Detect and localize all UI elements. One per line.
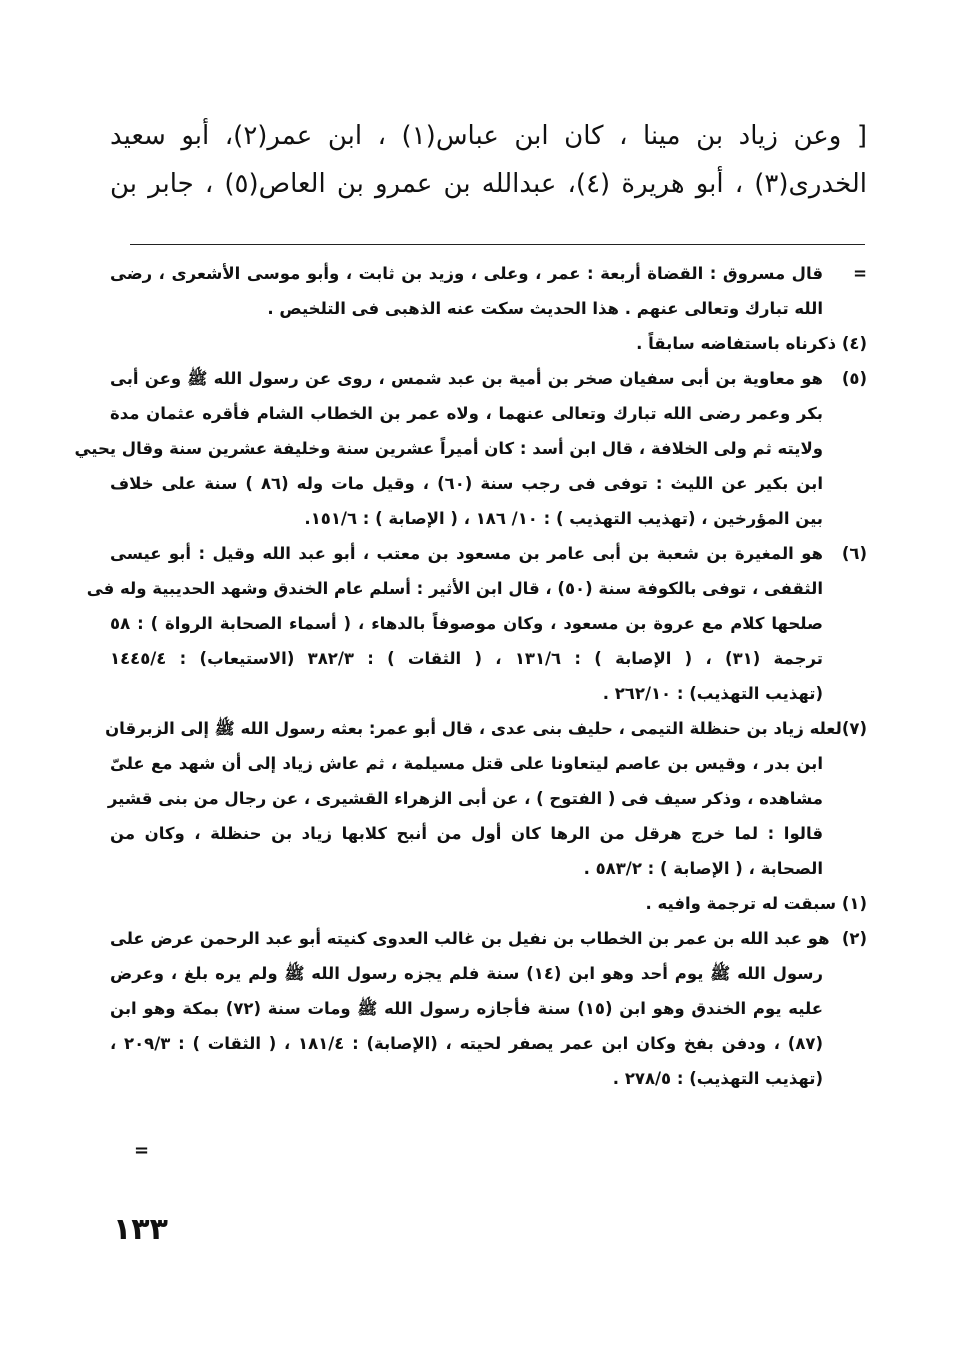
footnote-line: ابن بدر ، وقيس بن عاصم ليتعاونا على قتل مسيلمة ، ثم عاش زياد إلى أن شهد مع علىّ <box>110 754 823 773</box>
footnote-line: قالوا : لما خرج هرقل من الرها كان أول من أنبح كلابها زياد بن حنظلة ، وكان من <box>110 824 823 843</box>
footnote-4: (٤) ذكرناه باستفاضه سابقاً . <box>636 334 867 353</box>
main-text-line: الخدرى(٣) ، أبو هريرة (٤)، عبدالله بن عمرو بن العاص(٥) ، جابر بن <box>110 169 868 199</box>
footnote-marker: (٧) <box>841 719 867 738</box>
footnote-line: صلحها كلام مع عروة بن مسعود ، وكان موصوفاً بالدهاء ، ( أسماء الصحابة الرواة ) : ٥٨ <box>110 614 823 633</box>
footnote-line: (تهذيب التهذيب) : ٢٧٨/٥ . <box>612 1069 823 1088</box>
footnotes-section <box>74 256 867 1096</box>
main-text-line: [ وعن زياد بن مينا ، كان ابن عباس(١) ، ابن عمر(٢)، أبو سعيد <box>110 121 867 151</box>
footnote-line: ابن بكير عن الليث : توفى فى رجب سنة (٦٠) ، وقيل مات وله (٨٦ ) سنة على خلاف <box>110 474 824 493</box>
footnote-6: (٦) هو المغيرة بن شعبة بن أبى عامر بن مسعود بن معتب ، أبو عبد الله وقيل : أبو عيسى <box>110 536 867 571</box>
footnote-line: بين المؤرخين ، (تهذيب التهذيب ) : ١٠/ ١٨٦ ، ( الإصابة ) : ١٥١/٦. <box>304 509 823 528</box>
footnote-marker: (٥) <box>841 369 867 388</box>
footnote-line: (٨٧) ، ودفن بفخ وكان ابن عمر يصفر لحيته ، (الإصابة) : ١٨١/٤ ، ( الثقات ) : ٢٠٩/٣ ، <box>110 1034 824 1053</box>
footnote-1: (١) سبقت له ترجمة وافيه . <box>645 894 867 913</box>
continuation-marker: = <box>134 1140 150 1161</box>
footnote-marker: (٦) <box>841 544 867 563</box>
footnote-line: الثقفى ، توفى بالكوفة سنة (٥٠) ، قال ابن الأثير : أسلم عام الخندق وشهد الحديبية وله فى <box>86 579 823 598</box>
footnote-carry-line: الله تبارك وتعالى عنهم . هذا الحديث سكت عنه الذهبى فى التلخيص . <box>267 299 823 318</box>
footnote-carry-line: = قال مسروق : القضاة أربعة : عمر ، وعلى ، وزيد بن ثابت ، وأبو موسى الأشعرى ، رضى <box>110 256 867 291</box>
footnote-line: الصحابة ، ( الإصابة ) : ٥٨٣/٢ . <box>583 859 823 878</box>
main-text <box>110 112 867 208</box>
footnote-divider <box>130 244 865 245</box>
footnote-line: عليه يوم الخندق وهو ابن (١٥) سنة فأجازه رسول الله ﷺ ومات سنة (٧٢) بمكة وهو ابن <box>110 999 824 1018</box>
footnote-2: (٢) هو عبد الله بن عمر بن الخطاب بن نفيل بن غالب العدوى كنيته أبو عبد الرحمن عرض على <box>110 921 867 956</box>
footnote-7: (٧) لعله زياد بن حنظلة التيمى ، حليف بنى عدى ، قال أبو عمر: بعثه رسول الله ﷺ إلى الزبرقان <box>110 711 867 746</box>
carry-marker: = <box>853 264 867 283</box>
footnote-marker: (٢) <box>841 929 867 948</box>
page-number: ١٣٣ <box>113 1212 168 1247</box>
footnote-5: (٥) هو معاوية بن أبى سفيان صخر بن أمية بن عبد شمس ، روى عن رسول الله ﷺ وعن أبى <box>110 361 867 396</box>
footnote-line: (تهذيب التهذيب) : ٢٦٢/١٠ . <box>602 684 823 703</box>
footnote-line: ولايته ثم ولى الخلافة ، قال ابن أسد : كان أميراً عشرين سنة وخليفة عشرين سنة وقال يحيي <box>74 439 823 458</box>
footnote-line: رسول الله ﷺ يوم أحد وهو ابن (١٤) سنة فلم يجزه رسول الله ﷺ ولم يره بلغ ، وعرض <box>110 964 823 983</box>
footnote-line: بكر وعمر رضى الله تبارك وتعالى عنهما ، ولاه عمر بن الخطاب الشام فأقره عثمان مدة <box>110 404 823 423</box>
footnote-line: مشاهده ، وذكر سيف فى ( الفتوح ) ، عن أبى الزهراء القشيرى ، عن رجال من بنى قشير <box>107 789 823 808</box>
footnote-line: ترجمة (٣١) ، ( الإصابة ) : ١٣١/٦ ، ( الثقات ) : ٣٨٢/٣ (الاستيعاب) : ١٤٤٥/٤ <box>110 649 823 668</box>
